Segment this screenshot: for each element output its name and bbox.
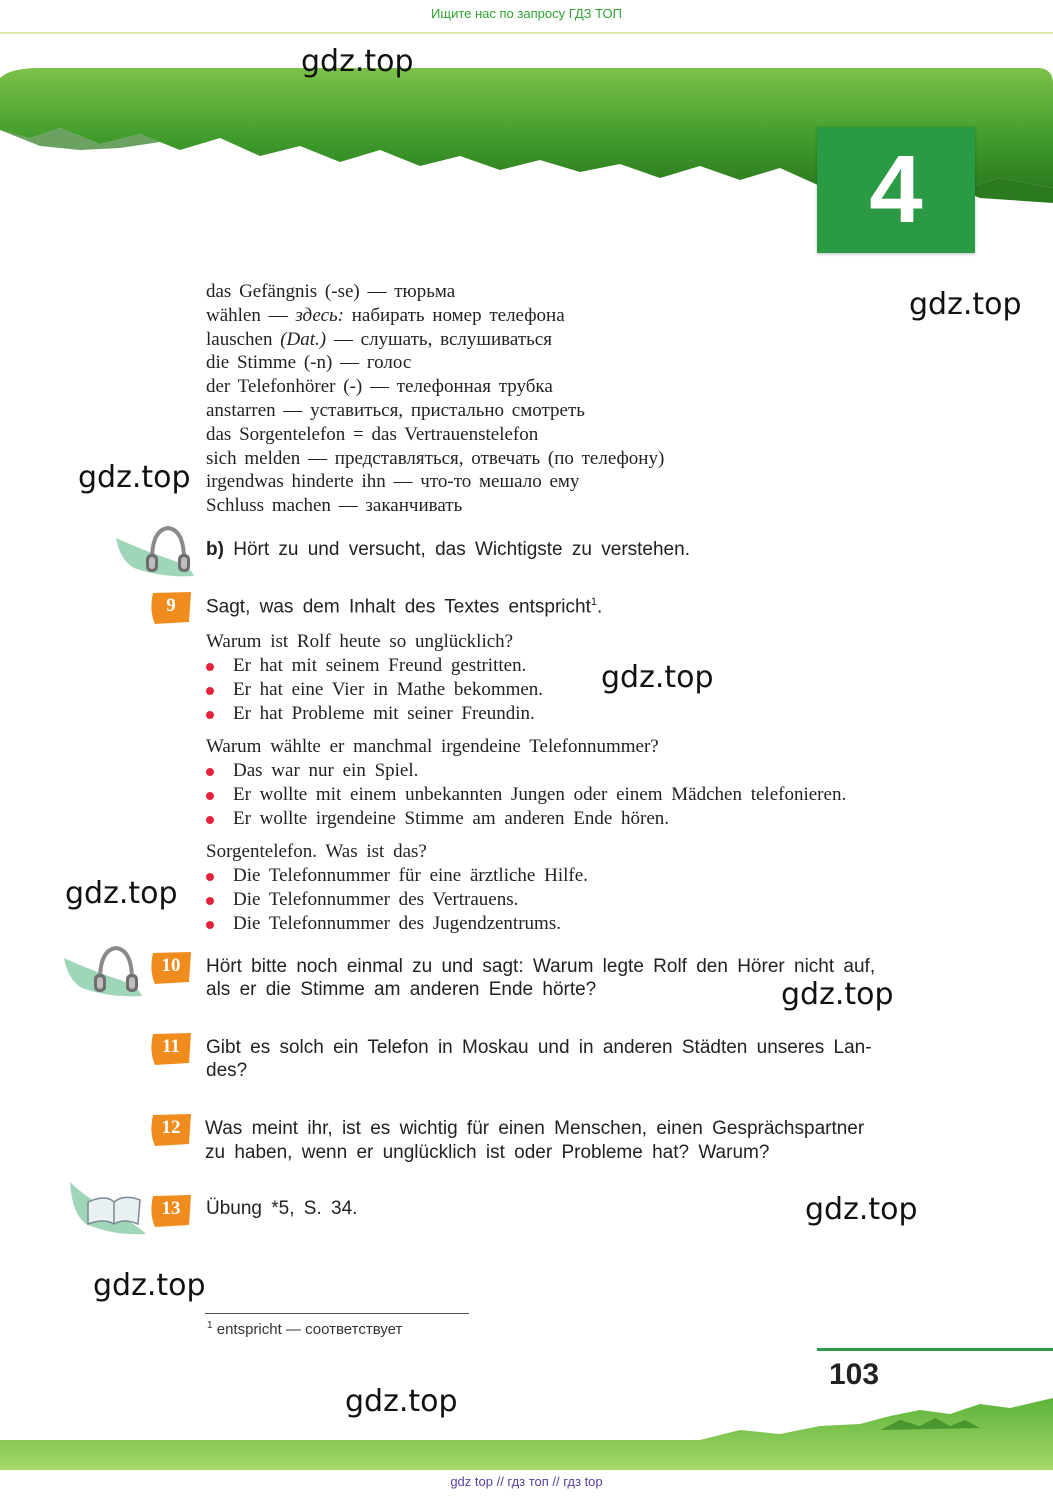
vocab-entry: der Telefonhörer (-) — телефонная трубка — [206, 376, 553, 398]
question-block — [206, 630, 543, 726]
watermark: gdz.top — [78, 460, 191, 495]
task-number-badge: 9 — [149, 591, 193, 625]
vocab-entry: die Stimme (-n) — голос — [206, 352, 412, 374]
headphones-icon — [112, 520, 196, 580]
page-number-rule — [817, 1348, 1053, 1351]
answer-option: Er hat eine Vier in Mathe bekommen. — [206, 678, 543, 702]
task-9-instruction: Sagt, was dem Inhalt des Textes entspricht$^1$. — [206, 596, 603, 618]
vocabulary-list — [206, 280, 664, 518]
vocab-entry: das Gefängnis (-se) — тюрьма — [206, 281, 456, 302]
vocab-entry: irgendwas hinderte ihn — что-то мешало ему — [206, 471, 580, 493]
footnote: $^1$ entspricht — соответствует — [207, 1320, 403, 1338]
watermark: gdz.top — [781, 977, 894, 1012]
question: Sorgentelefon. Was ist das? — [206, 841, 427, 862]
task-number-badge: 12 — [149, 1113, 193, 1147]
footnote-divider — [205, 1313, 469, 1314]
headphones-icon — [60, 940, 144, 1000]
answer-option: Er hat Probleme mit seiner Freundin. — [206, 702, 543, 726]
watermark: gdz.top — [65, 876, 178, 911]
page-number: 103 — [829, 1358, 880, 1391]
task-number-badge: 11 — [149, 1032, 193, 1066]
vocab-entry: anstarren — уставиться, пристально смотреть — [206, 399, 585, 421]
answer-option: Er wollte irgendeine Stimme am anderen Ende hören. — [206, 807, 846, 831]
vocab-entry: lauschen (Dat.) — слушать, вслушиваться — [206, 328, 552, 350]
vocab-entry: wählen — здесь: набирать номер телефона — [206, 304, 565, 326]
question-block — [206, 840, 588, 936]
answer-option: Das war nur ein Spiel. — [206, 759, 846, 783]
task-10: Hört bitte noch einmal zu und sagt: Warum legte Rolf den Hörer nicht auf, als er die Stimme am anderen Ende hörte? — [206, 956, 876, 1000]
vocab-entry: Schluss machen — заканчивать — [206, 495, 463, 517]
question: Warum ist Rolf heute so unglücklich? — [206, 631, 514, 652]
vocab-entry: das Sorgentelefon = das Vertrauenstelefon — [206, 423, 539, 445]
watermark: gdz.top — [345, 1384, 458, 1419]
top-divider — [0, 32, 1053, 34]
answer-option: Die Telefonnummer für eine ärztliche Hilfe. — [206, 864, 588, 888]
task-12: Was meint ihr, ist es wichtig für einen Menschen, einen Gesprächspartner zu haben, wenn er unglücklich ist oder Probleme hat? Warum? — [205, 1118, 865, 1163]
watermark: gdz.top — [93, 1268, 206, 1303]
book-icon — [66, 1178, 150, 1238]
watermark: gdz.top — [909, 287, 1022, 322]
top-search-note: Ищите нас по запросу ГДЗ ТОП — [431, 6, 622, 21]
vocab-entry: sich melden — представляться, отвечать (по телефону) — [206, 447, 665, 469]
watermark: gdz.top — [301, 44, 414, 79]
question: Warum wählte er manchmal irgendeine Telefonnummer? — [206, 736, 659, 757]
answer-option: Die Telefonnummer des Jugendzentrums. — [206, 912, 588, 936]
bottom-grass-banner — [0, 1390, 1053, 1470]
bottom-note: gdz top // гдз топ // гдз top — [450, 1474, 603, 1489]
watermark: gdz.top — [805, 1192, 918, 1227]
chapter-number: 4 — [817, 127, 975, 253]
task-11: Gibt es solch ein Telefon in Moskau und in anderen Städten unseres Lan- des? — [206, 1037, 872, 1081]
question-block — [206, 735, 846, 831]
task-number-badge: 10 — [149, 951, 193, 985]
watermark: gdz.top — [601, 660, 714, 695]
answer-option: Die Telefonnummer des Vertrauens. — [206, 888, 588, 912]
task-8b: b) Hört zu und versucht, das Wichtigste zu verstehen. — [206, 539, 690, 560]
answer-option: Er hat mit seinem Freund gestritten. — [206, 654, 543, 678]
task-13: Übung *5, S. 34. — [206, 1198, 358, 1219]
answer-option: Er wollte mit einem unbekannten Jungen oder einem Mädchen telefonieren. — [206, 783, 846, 807]
task-number-badge: 13 — [149, 1194, 193, 1228]
